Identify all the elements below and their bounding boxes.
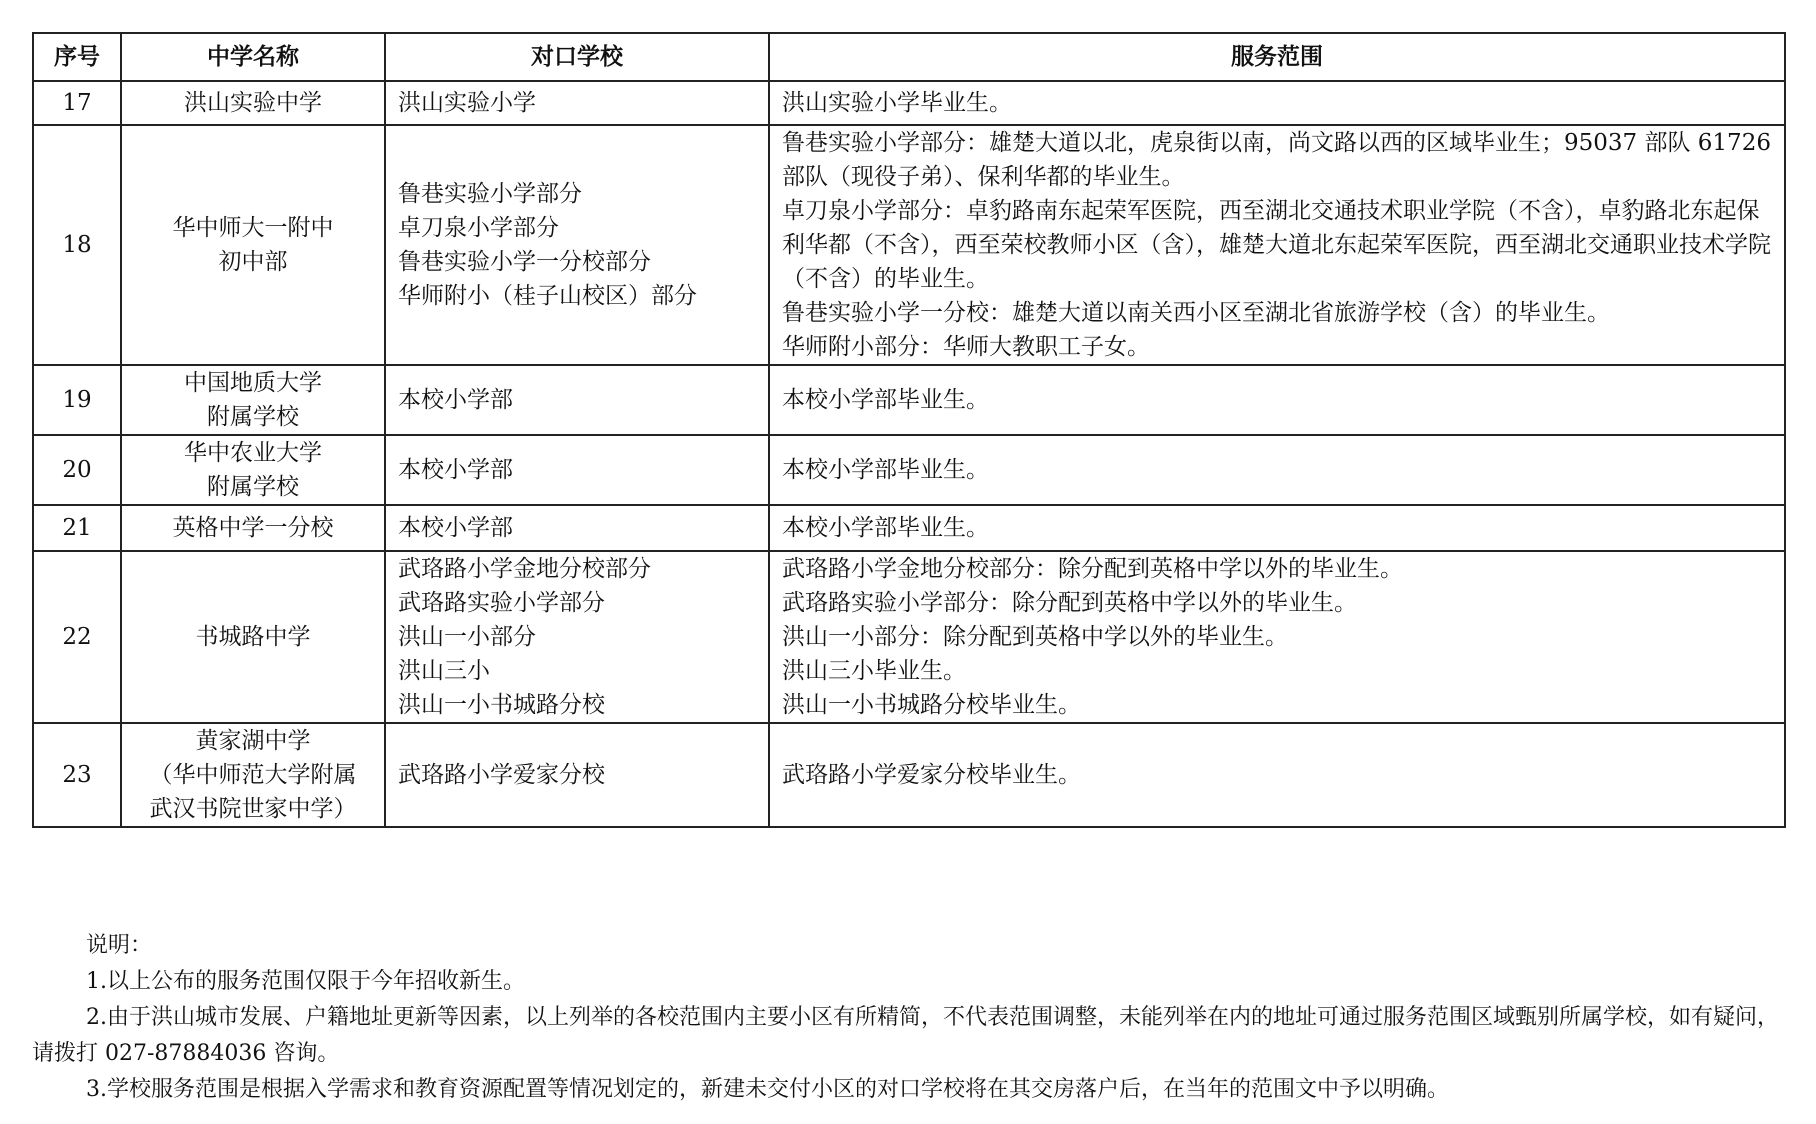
row-seq: 18 [33, 125, 121, 365]
row-feeder-school-line: 卓刀泉小学部分 [398, 215, 559, 241]
row-service-scope-line: 武珞路小学金地分校部分：除分配到英格中学以外的毕业生。 [782, 556, 1403, 582]
row-feeder-school [385, 435, 769, 505]
row-seq: 20 [33, 435, 121, 505]
row-school-name-line: 中国地质大学 [184, 370, 322, 396]
table-row [33, 81, 1785, 125]
row-school-name-line: 武汉书院世家中学） [149, 796, 357, 822]
row-feeder-school [385, 81, 769, 125]
table-body [33, 81, 1785, 827]
row-feeder-school-line: 武珞路小学金地分校部分 [398, 556, 651, 582]
row-seq: 19 [33, 365, 121, 435]
notes-section [32, 928, 1784, 1108]
row-school-name-line: 黄家湖中学 [195, 728, 311, 754]
row-service-scope-line: 本校小学部毕业生。 [782, 457, 989, 483]
row-seq: 23 [33, 723, 121, 827]
table-row [33, 505, 1785, 551]
row-service-scope-line: 武珞路实验小学部分：除分配到英格中学以外的毕业生。 [782, 590, 1357, 616]
row-school-name-line: 英格中学一分校 [172, 515, 334, 541]
header-service-scope: 服务范围 [769, 33, 1785, 81]
row-service-scope-line: 华师附小部分：华师大教职工子女。 [782, 334, 1150, 360]
note-item-2: 2.由于洪山城市发展、户籍地址更新等因素，以上列举的各校范围内主要小区有所精简，不代表范围调整，未能列举在内的地址可通过服务范围区域甄别所属学校，如有疑问，请拨打 027-87884036 咨询。 [32, 1005, 1779, 1066]
row-school-name-line: 附属学校 [207, 474, 299, 500]
row-feeder-school-line: 洪山一小部分 [398, 624, 536, 650]
row-service-scope [769, 551, 1785, 723]
row-feeder-school-line: 本校小学部 [398, 515, 513, 541]
row-service-scope [769, 81, 1785, 125]
row-service-scope-line: 本校小学部毕业生。 [782, 515, 989, 541]
row-seq: 22 [33, 551, 121, 723]
table-row [33, 551, 1785, 723]
header-seq: 序号 [33, 33, 121, 81]
row-service-scope-line: 洪山一小部分：除分配到英格中学以外的毕业生。 [782, 624, 1288, 650]
row-school-name [121, 125, 385, 365]
row-feeder-school [385, 365, 769, 435]
row-school-name [121, 435, 385, 505]
row-feeder-school [385, 505, 769, 551]
row-service-scope-line: 鲁巷实验小学一分校：雄楚大道以南关西小区至湖北省旅游学校（含）的毕业生。 [782, 300, 1610, 326]
header-school-name: 中学名称 [121, 33, 385, 81]
row-service-scope-line: 洪山实验小学毕业生。 [782, 90, 1012, 116]
row-school-name-line: 初中部 [218, 249, 288, 275]
row-service-scope-line: 武珞路小学爱家分校毕业生。 [782, 762, 1081, 788]
notes-title: 说明： [86, 933, 153, 958]
row-feeder-school-line: 华师附小（桂子山校区）部分 [398, 283, 697, 309]
note-item-1: 1.以上公布的服务范围仅限于今年招收新生。 [86, 969, 525, 994]
row-feeder-school-line: 本校小学部 [398, 387, 513, 413]
row-service-scope-line: 卓刀泉小学部分：卓豹路南东起荣军医院，西至湖北交通技术职业学院（不含），卓豹路北东起保利华都（不含），西至荣校教师小区（含），雄楚大道北东起荣军医院，西至湖北交通职业技术学院（不含）的毕业生。 [782, 198, 1771, 292]
row-feeder-school-line: 洪山三小 [398, 658, 490, 684]
row-feeder-school-line: 本校小学部 [398, 457, 513, 483]
row-school-name-line: 书城路中学 [195, 624, 311, 650]
row-school-name-line: （华中师范大学附属 [149, 762, 357, 788]
row-service-scope [769, 505, 1785, 551]
row-service-scope [769, 125, 1785, 365]
row-feeder-school [385, 723, 769, 827]
row-school-name-line: 华中农业大学 [184, 440, 322, 466]
table-row [33, 365, 1785, 435]
table-header-row [33, 33, 1785, 81]
header-feeder-school: 对口学校 [385, 33, 769, 81]
row-school-name [121, 505, 385, 551]
table-row [33, 723, 1785, 827]
row-school-name-line: 附属学校 [207, 404, 299, 430]
row-school-name [121, 723, 385, 827]
row-school-name [121, 81, 385, 125]
row-school-name-line: 华中师大一附中 [172, 215, 334, 241]
row-feeder-school-line: 洪山一小书城路分校 [398, 692, 605, 718]
row-service-scope-line: 本校小学部毕业生。 [782, 387, 989, 413]
row-feeder-school-line: 鲁巷实验小学部分 [398, 181, 582, 207]
row-feeder-school-line: 武珞路小学爱家分校 [398, 762, 605, 788]
row-service-scope-line: 鲁巷实验小学部分：雄楚大道以北，虎泉街以南，尚文路以西的区域毕业生；95037 部队 61726 部队（现役子弟）、保利华都的毕业生。 [782, 130, 1771, 190]
row-feeder-school [385, 551, 769, 723]
row-feeder-school-line: 武珞路实验小学部分 [398, 590, 605, 616]
note-item-3: 3.学校服务范围是根据入学需求和教育资源配置等情况划定的，新建未交付小区的对口学校将在其交房落户后，在当年的范围文中予以明确。 [86, 1077, 1449, 1102]
row-service-scope-line: 洪山三小毕业生。 [782, 658, 966, 684]
row-service-scope [769, 435, 1785, 505]
row-seq: 17 [33, 81, 121, 125]
row-seq: 21 [33, 505, 121, 551]
row-school-name-line: 洪山实验中学 [184, 90, 322, 116]
row-feeder-school-line: 洪山实验小学 [398, 90, 536, 116]
row-school-name [121, 551, 385, 723]
table-row [33, 435, 1785, 505]
row-service-scope [769, 723, 1785, 827]
row-service-scope-line: 洪山一小书城路分校毕业生。 [782, 692, 1081, 718]
row-school-name [121, 365, 385, 435]
school-service-table [32, 32, 1786, 828]
table-row [33, 125, 1785, 365]
row-feeder-school-line: 鲁巷实验小学一分校部分 [398, 249, 651, 275]
row-service-scope [769, 365, 1785, 435]
row-feeder-school [385, 125, 769, 365]
